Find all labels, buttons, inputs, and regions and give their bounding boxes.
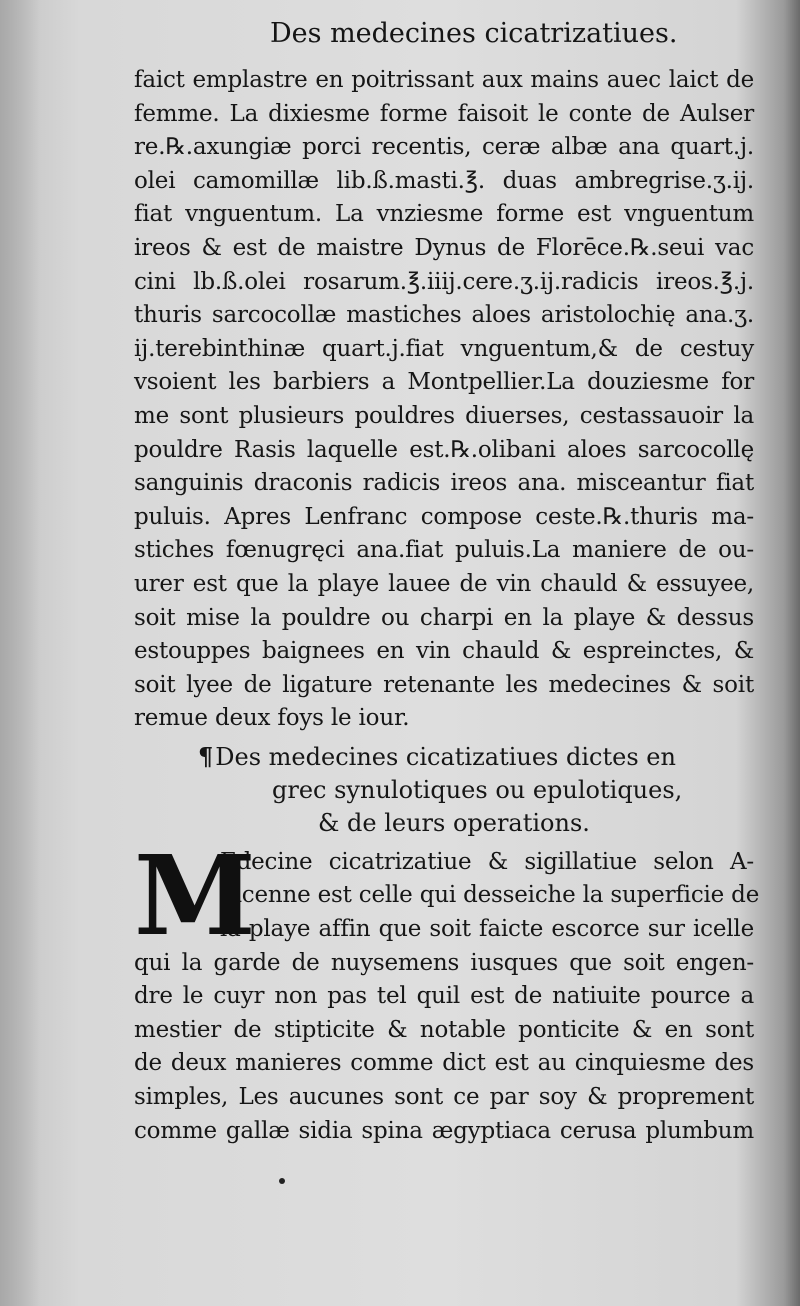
text-line: ij.terebinthinæ quart.j.fiat vnguentum,& de cestuy (134, 335, 754, 362)
heading-line-2: grec synulotiques ou epulotiques, (272, 775, 683, 804)
text-line: ireos & est de maistre Dynus de Florēce.℞.seui vac (134, 234, 754, 261)
text-line: dre le cuyr non pas tel quil est de natiuite pource a (134, 983, 754, 1010)
text-line: olei camomillæ lib.ß.masti.℥. duas ambregrise.ʒ.ij. (134, 167, 754, 194)
page-gutter-shadow (0, 0, 40, 1306)
ink-dot (279, 1178, 285, 1184)
text-line: la playe affin que soit faicte escorce sur icelle (220, 916, 754, 943)
main-text (134, 64, 760, 1148)
text-line: cini lb.ß.olei rosarum.℥.iiij.cere.ʒ.ij.radicis ireos.℥.j. (134, 268, 754, 295)
text-line: simples, Les aucunes sont ce par soy & proprement (134, 1084, 754, 1111)
text-line: femme. La dixiesme forme faisoit le conte de Aulser (134, 100, 754, 127)
running-head: Des medecines cicatrizatiues. (270, 18, 678, 49)
text-line: Edecine cicatrizatiue & sigillatiue selon A- (220, 848, 754, 875)
text-line: re.℞.axungiæ porci recentis, ceræ albæ ana quart.j. (134, 134, 754, 161)
text-line: uicenne est celle qui desseiche la superficie de (220, 882, 760, 909)
text-line: remue deux foys le iour. (134, 705, 410, 732)
text-line: comme gallæ sidia spina ægyptiaca cerusa plumbum (134, 1117, 754, 1144)
text-line: stiches fœnugręci ana.fiat puluis.La maniere de ou- (134, 537, 754, 564)
text-line: soit lyee de ligature retenante les medecines & soit (134, 671, 754, 698)
heading-line-1: Des medecines cicatizatiues dictes en (215, 742, 676, 771)
text-line: me sont plusieurs pouldres diuerses, cestassauoir la (134, 402, 754, 429)
text-line: estouppes baignees en vin chauld & espreinctes, & (134, 638, 754, 665)
text-line: mestier de stipticite & notable ponticite & en sont (134, 1016, 754, 1043)
text-line: thuris sarcocollæ mastiches aloes aristolochię ana.ʒ. (134, 302, 754, 329)
section-heading (134, 740, 754, 840)
pilcrow-icon: ¶ (198, 741, 214, 771)
heading-line-3: & de leurs operations. (318, 808, 590, 837)
text-line: puluis. Apres Lenfranc compose ceste.℞.thuris ma- (134, 503, 754, 530)
text-line: qui la garde de nuysemens iusques que soit engen- (134, 949, 754, 976)
section-body (134, 830, 760, 1148)
text-line: vsoient les barbiers a Montpellier.La douziesme for (134, 369, 754, 396)
text-line: urer est que la playe lauee de vin chauld & essuyee, (134, 570, 754, 597)
text-line: pouldre Rasis laquelle est.℞.olibani aloes sarcocollę (134, 436, 754, 463)
text-line: fiat vnguentum. La vnziesme forme est vnguentum (134, 201, 754, 228)
text-line: de deux manieres comme dict est au cinquiesme des (134, 1050, 754, 1077)
text-line: sanguinis draconis radicis ireos ana. misceantur fiat (134, 470, 754, 497)
text-line: soit mise la pouldre ou charpi en la playe & dessus (134, 604, 754, 631)
text-line: faict emplastre en poitrissant aux mains auec laict de (134, 67, 754, 93)
drop-cap-initial: M (134, 830, 256, 960)
